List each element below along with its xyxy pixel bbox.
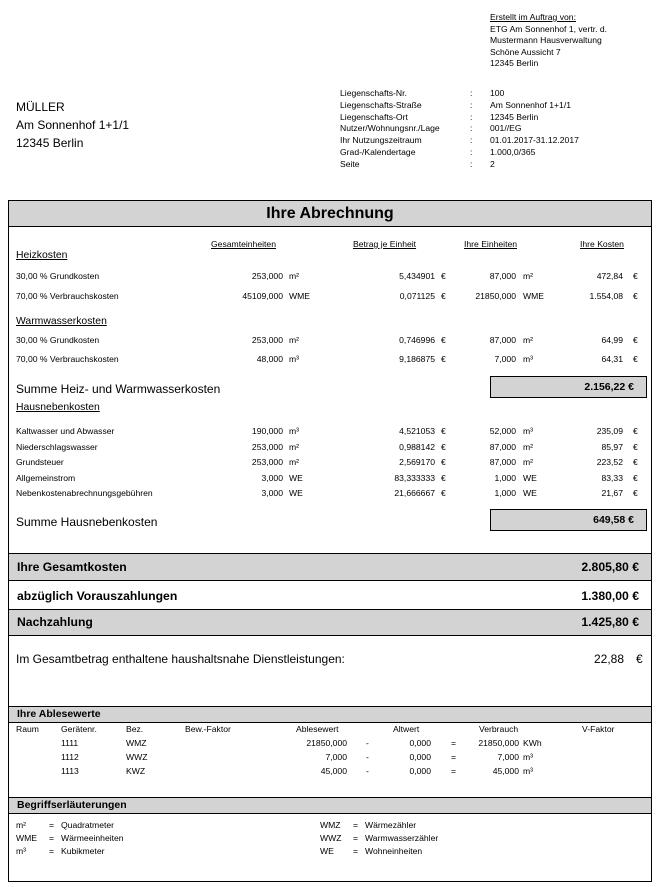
ablese-row-unit: m³ [523, 766, 534, 776]
begriffe-title: Begriffserläuterungen [9, 797, 651, 814]
cost-row-total: 253,000 [251, 441, 283, 452]
meta-key: Ihr Nutzungszeitraum [340, 135, 422, 146]
cost-row-mine: 52,000 [489, 426, 516, 436]
ablese-row-ablese: 45,000 [320, 766, 347, 776]
cost-row-cost: 64,31 [601, 354, 623, 364]
meta-key: Grad-/Kalendertage [340, 146, 416, 157]
begriff-eq: = [49, 833, 55, 843]
cost-row-mine-unit: m³ [523, 426, 534, 436]
nachzahlung-label: Nachzahlung [17, 615, 93, 629]
issuer-block [490, 12, 607, 70]
cost-row-total-unit: WME [289, 291, 311, 301]
begriff-eq: = [353, 833, 359, 843]
cost-row-total: 48,000 [256, 354, 283, 364]
section-warmwasser: Warmwasserkosten [16, 316, 107, 327]
ablese-row-minus: - [366, 766, 369, 776]
meta-colon: : [470, 123, 473, 134]
meta-value: 01.01.2017-31.12.2017 [490, 135, 579, 146]
meta-value: Am Sonnenhof 1+1/1 [490, 99, 571, 110]
cost-row-currency: € [441, 335, 446, 345]
ablese-row-bez: KWZ [126, 766, 146, 776]
begriff-text: Quadratmeter [61, 820, 115, 830]
begriff-abbr: WMZ [320, 820, 341, 830]
begriff-text: Wärmezähler [365, 820, 417, 830]
recipient-street: Am Sonnenhof 1+1/1 [16, 118, 130, 132]
begriff-eq: = [49, 820, 55, 830]
vorauszahlungen-value: 1.380,00 € [581, 589, 639, 603]
ablese-header-raum: Raum [16, 724, 39, 734]
nachzahlung-value: 1.425,80 € [581, 615, 639, 629]
gesamtkosten-value: 2.805,80 € [581, 560, 639, 574]
ablese-row-bez: WMZ [126, 738, 147, 748]
meta-colon: : [470, 99, 473, 110]
cost-row-label: Grundsteuer [16, 457, 64, 467]
cost-row-label: 70,00 % Verbrauchskosten [16, 291, 119, 301]
cost-row-mine: 21850,000 [475, 291, 516, 301]
cost-row-mine-unit: WME [523, 291, 545, 301]
ablese-row-minus: - [366, 752, 369, 762]
cost-row-mine: 87,000 [489, 271, 516, 281]
cost-row-rate: 0,988142 [399, 441, 435, 452]
meta-key: Liegenschafts-Ort [340, 111, 408, 122]
ablese-row-geraet: 1111 [61, 738, 79, 748]
ablese-row-bez: WWZ [126, 752, 148, 762]
cost-row-total: 3,000 [261, 472, 283, 483]
cost-row-cost: 223,52 [596, 457, 623, 467]
cost-row-total: 253,000 [251, 335, 283, 345]
cost-row-cost: 83,33 [601, 472, 623, 483]
cost-row-label: Kaltwasser und Abwasser [16, 426, 115, 436]
haushaltsnahe-currency: € [636, 652, 643, 666]
cost-row-cost: 1.554,08 [589, 291, 623, 301]
cost-row-label: 70,00 % Verbrauchskosten [16, 354, 119, 364]
cost-row-rate: 2,569170 [399, 457, 435, 467]
recipient-name: MÜLLER [16, 100, 65, 114]
ablese-row-alt: 0,000 [409, 738, 431, 748]
cost-row-total: 253,000 [251, 457, 283, 467]
cost-row-mine: 87,000 [489, 457, 516, 467]
meta-row [340, 88, 579, 100]
cost-row-total: 3,000 [261, 488, 283, 498]
cost-row-cost: 85,97 [601, 441, 623, 452]
begriff-eq: = [49, 846, 55, 856]
ablese-header-geraet: Gerätenr. [61, 724, 97, 734]
cost-row-cost-currency: € [633, 426, 638, 436]
cost-row-cost-currency: € [633, 354, 638, 364]
billing-frame [8, 200, 652, 882]
ablese-header-vfaktor: V-Faktor [582, 724, 615, 734]
begriff-text: Kubikmeter [61, 846, 105, 856]
ablese-row-eq: = [451, 752, 457, 762]
ablese-row-geraet: 1112 [61, 752, 79, 762]
sum-heiz-value: 2.156,22 € [490, 376, 647, 398]
cost-row-mine: 1,000 [494, 472, 516, 483]
cost-row-cost: 21,67 [601, 488, 623, 498]
ablese-header-faktor: Bew.-Faktor [185, 724, 231, 734]
meta-key: Liegenschafts-Straße [340, 99, 422, 110]
cost-row-label: Allgemeinstrom [16, 472, 76, 483]
meta-row [340, 112, 579, 124]
sum-heiz-label: Summe Heiz- und Warmwasserkosten [16, 382, 221, 396]
cost-row-mine-unit: m² [523, 457, 534, 467]
recipient-city: 12345 Berlin [16, 136, 84, 150]
cost-row-rate: 5,434901 [399, 271, 435, 281]
cost-row-label: Niederschlagswasser [16, 441, 98, 452]
sum-neben-label: Summe Hausnebenkosten [16, 515, 158, 529]
meta-colon: : [470, 135, 473, 146]
total-gesamtkosten [9, 553, 651, 581]
meta-value: 2 [490, 158, 495, 169]
cost-row-rate: 0,071125 [399, 291, 435, 301]
cost-row-mine: 87,000 [489, 441, 516, 452]
cost-row-label: Nebenkostenabrechnungsgebühren [16, 488, 153, 498]
section-hausnebenkosten: Hausnebenkosten [16, 402, 100, 413]
cost-row-mine: 87,000 [489, 335, 516, 345]
cost-row-total-unit: m² [289, 271, 300, 281]
cost-row-total-unit: m² [289, 335, 300, 345]
ablese-header-ablese: Ablesewert [296, 724, 339, 734]
ablese-row-unit: m³ [523, 752, 534, 762]
ablese-header-alt: Altwert [393, 724, 420, 734]
meta-colon: : [470, 111, 473, 122]
ablese-row-alt: 0,000 [409, 752, 431, 762]
cost-row-cost-currency: € [633, 291, 638, 301]
ablese-row-ablese: 21850,000 [306, 738, 347, 748]
cost-row-cost-currency: € [633, 488, 638, 498]
meta-key: Nutzer/Wohnungsnr./Lage [340, 123, 440, 134]
cost-row-mine-unit: m³ [523, 354, 534, 364]
ablese-row-alt: 0,000 [409, 766, 431, 776]
cost-row-rate: 83,333333 [394, 472, 435, 483]
col-header-gesamt: Gesamteinheiten [211, 239, 276, 249]
meta-row [340, 100, 579, 112]
begriff-text: Wärmeeinheiten [61, 833, 124, 843]
cost-row-rate: 9,186875 [399, 354, 435, 364]
cost-row-rate: 21,666667 [394, 488, 435, 498]
ablese-row-eq: = [451, 766, 457, 776]
meta-value: 12345 Berlin [490, 111, 539, 122]
meta-colon: : [470, 158, 473, 169]
issuer-heading: Erstellt im Auftrag von: [490, 12, 576, 22]
sum-neben-value: 649,58 € [490, 509, 647, 531]
meta-key: Liegenschafts-Nr. [340, 88, 407, 98]
haushaltsnahe-label: Im Gesamtbetrag enthaltene haushaltsnahe Dienstleistungen: [16, 652, 345, 666]
section-heizkosten: Heizkosten [16, 250, 68, 261]
issuer-line: Schöne Aussicht 7 [490, 46, 561, 57]
meta-value: 001//EG [490, 123, 522, 134]
ablese-header-bez: Bez. [126, 724, 144, 734]
cost-row-mine: 7,000 [494, 354, 516, 364]
cost-row-total-unit: m³ [289, 426, 300, 436]
ablese-row-minus: - [366, 738, 369, 748]
col-header-einheiten: Ihre Einheiten [464, 239, 518, 249]
begriff-abbr: m² [16, 820, 27, 830]
begriff-abbr: WE [320, 846, 334, 856]
ablese-row-verbrauch: 45,000 [492, 766, 519, 776]
haushaltsnahe-value: 22,88 [594, 652, 625, 666]
cost-row-mine-unit: WE [523, 488, 537, 498]
begriff-abbr: WWZ [320, 833, 342, 843]
col-header-betrag: Betrag je Einheit [353, 239, 417, 249]
ablese-row-verbrauch: 21850,000 [478, 738, 519, 748]
ablese-row-ablese: 7,000 [325, 752, 347, 762]
meta-row [340, 159, 579, 171]
issuer-line: Mustermann Hausverwaltung [490, 35, 602, 45]
gesamtkosten-label: Ihre Gesamtkosten [17, 560, 127, 574]
cost-row-rate: 0,746996 [399, 335, 435, 345]
meta-row [340, 135, 579, 147]
cost-row-total-unit: m² [289, 441, 300, 452]
ablese-row-unit: KWh [523, 738, 542, 748]
cost-row-mine: 1,000 [494, 488, 516, 498]
cost-row-currency: € [441, 291, 446, 301]
cost-row-label: 30,00 % Grundkosten [16, 271, 100, 281]
meta-value: 1.000,0/365 [490, 146, 536, 157]
issuer-line: ETG Am Sonnenhof 1, vertr. d. [490, 23, 608, 34]
ablese-header-verbrauch: Verbrauch [479, 724, 519, 734]
cost-row-mine-unit: m² [523, 441, 534, 452]
begriff-text: Wohneinheiten [365, 846, 423, 856]
cost-row-cost-currency: € [633, 335, 638, 345]
cost-row-total-unit: m² [289, 457, 300, 467]
cost-row-cost: 235,09 [596, 426, 623, 436]
cost-row-cost-currency: € [633, 441, 638, 452]
vorauszahlungen-label: abzüglich Vorauszahlungen [17, 589, 178, 603]
issuer-line: 12345 Berlin [490, 58, 539, 68]
begriff-eq: = [353, 846, 359, 856]
cost-row-currency: € [441, 354, 446, 364]
recipient-address [16, 98, 129, 152]
meta-colon: : [470, 146, 473, 157]
cost-row-cost-currency: € [633, 472, 638, 483]
cost-row-currency: € [441, 426, 446, 436]
cost-row-currency: € [441, 441, 446, 452]
cost-row-total: 253,000 [251, 271, 283, 281]
col-header-kosten: Ihre Kosten [580, 239, 624, 249]
cost-row-label: 30,00 % Grundkosten [16, 335, 100, 345]
begriff-abbr: WME [16, 833, 38, 843]
cost-row-total-unit: WE [289, 488, 303, 498]
cost-row-total: 45109,000 [242, 291, 283, 301]
meta-row [340, 147, 579, 159]
begriff-eq: = [353, 820, 359, 830]
cost-row-rate: 4,521053 [399, 426, 435, 436]
ablese-row-verbrauch: 7,000 [497, 752, 519, 762]
cost-row-currency: € [441, 488, 446, 498]
cost-row-currency: € [441, 457, 446, 467]
begriff-text: Warmwasserzähler [365, 833, 439, 843]
meta-row [340, 123, 579, 135]
meta-colon: : [470, 88, 473, 98]
begriff-abbr: m³ [16, 846, 27, 856]
cost-row-mine-unit: WE [523, 472, 537, 483]
cost-row-mine-unit: m² [523, 335, 534, 345]
cost-row-cost-currency: € [633, 457, 638, 467]
cost-row-total: 190,000 [251, 426, 283, 436]
cost-row-cost-currency: € [633, 271, 638, 281]
cost-row-cost: 472,84 [596, 271, 623, 281]
meta-key: Seite [340, 158, 360, 169]
ablese-row-eq: = [451, 738, 457, 748]
ablese-title: Ihre Ablesewerte [9, 706, 651, 723]
cost-row-currency: € [441, 271, 446, 281]
ablese-row-geraet: 1113 [61, 766, 79, 776]
cost-row-total-unit: WE [289, 472, 303, 483]
meta-value: 100 [490, 88, 505, 98]
billing-title: Ihre Abrechnung [9, 201, 651, 227]
property-meta [340, 88, 579, 171]
cost-row-total-unit: m³ [289, 354, 300, 364]
total-nachzahlung [9, 609, 651, 636]
cost-row-cost: 64,99 [601, 335, 623, 345]
cost-row-mine-unit: m² [523, 271, 534, 281]
cost-row-currency: € [441, 472, 446, 483]
